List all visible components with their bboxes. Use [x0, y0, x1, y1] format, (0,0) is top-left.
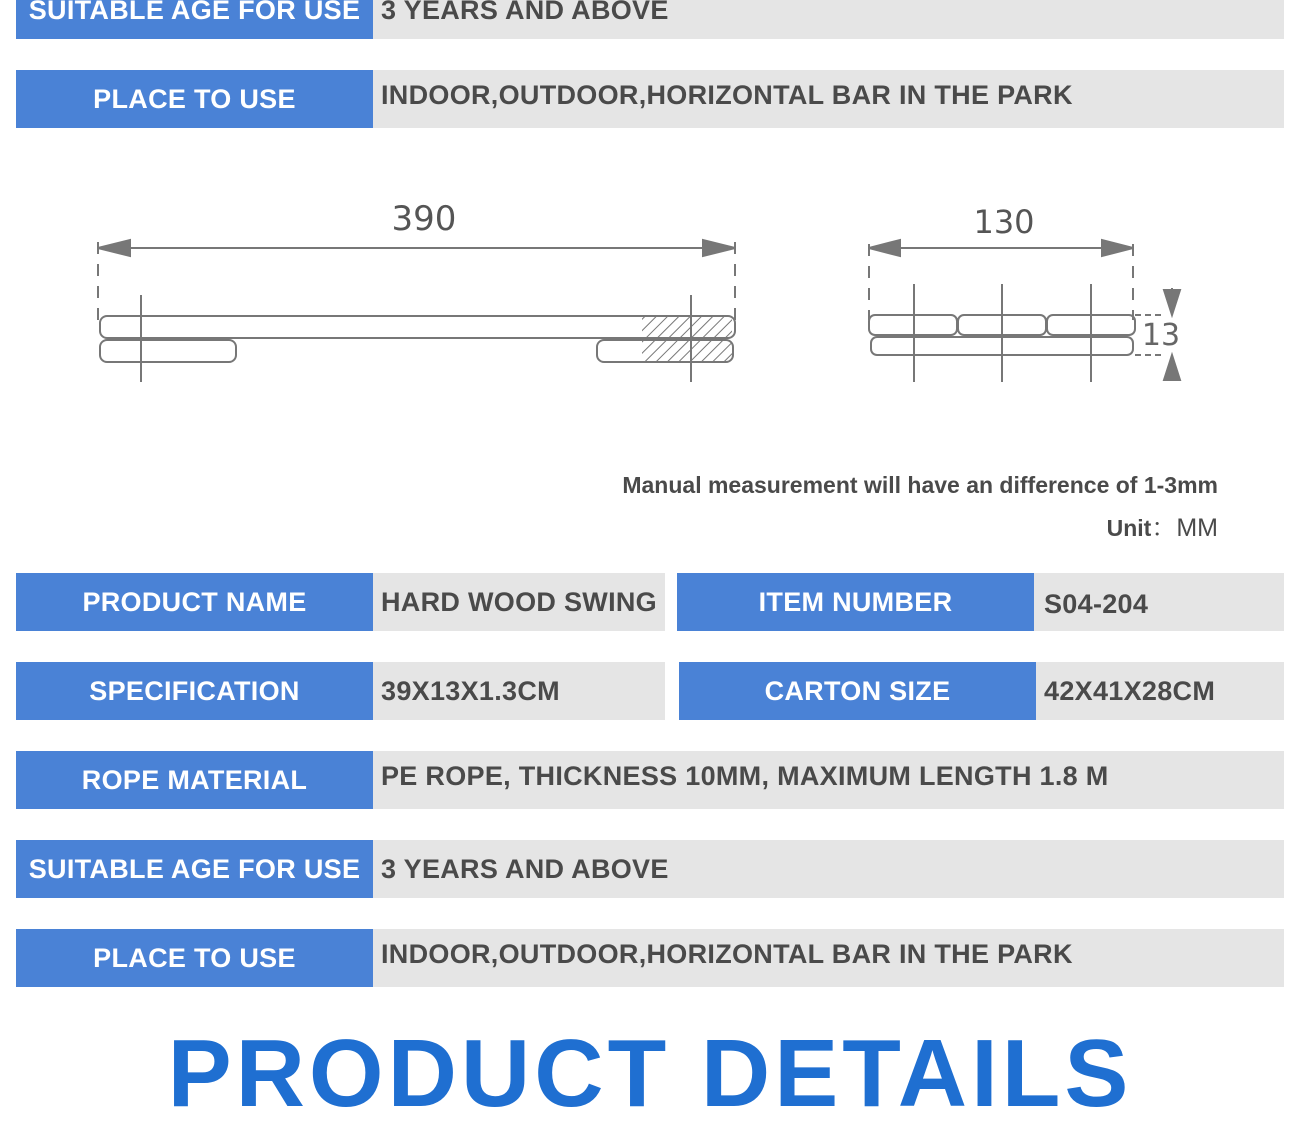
unit-value: MM — [1176, 514, 1218, 542]
spec-value: INDOOR,OUTDOOR,HORIZONTAL BAR IN THE PARK — [373, 929, 1284, 987]
spec-label: SPECIFICATION — [16, 662, 373, 720]
spec-label: CARTON SIZE — [679, 662, 1036, 720]
spec-row-carton-size — [679, 662, 1284, 720]
unit-separator: ： — [1151, 514, 1177, 542]
length-dimension-label: 390 — [391, 199, 457, 239]
dimension-drawing — [0, 180, 1300, 440]
unit-note — [1107, 508, 1218, 544]
spec-row-rope-material — [16, 751, 1284, 809]
spec-value: 42X41X28CM — [1036, 662, 1284, 720]
width-dimension-label: 130 — [973, 203, 1035, 241]
spec-row-specification — [16, 662, 665, 720]
spec-label: PLACE TO USE — [16, 70, 373, 128]
spec-value: 3 YEARS AND ABOVE — [373, 840, 1284, 898]
unit-label: Unit — [1106, 515, 1152, 541]
spec-value: S04-204 — [1034, 573, 1284, 631]
thickness-dimension-label: 13 — [1141, 318, 1181, 353]
spec-value: HARD WOOD SWING — [373, 573, 665, 631]
end-view-drawing — [869, 240, 1180, 382]
spec-row-place-top — [16, 70, 1284, 128]
spec-row-place — [16, 929, 1284, 987]
spec-label: PLACE TO USE — [16, 929, 373, 987]
spec-row-product-name — [16, 573, 665, 631]
section-title: PRODUCT DETAILS — [167, 1020, 1133, 1127]
spec-value: PE ROPE, THICKNESS 10MM, MAXIMUM LENGTH 1.8 M — [373, 751, 1284, 809]
spec-label: PRODUCT NAME — [16, 573, 373, 631]
spec-label: SUITABLE AGE FOR USE — [16, 840, 373, 898]
spec-row-item-number — [677, 573, 1284, 631]
side-view-drawing — [98, 240, 735, 382]
spec-value: INDOOR,OUTDOOR,HORIZONTAL BAR IN THE PARK — [373, 70, 1284, 128]
spec-label: ROPE MATERIAL — [16, 751, 373, 809]
spec-value: 3 YEARS AND ABOVE — [373, 0, 1284, 39]
spec-label: ITEM NUMBER — [677, 573, 1034, 631]
spec-label: SUITABLE AGE FOR USE — [16, 0, 373, 39]
measurement-note: Manual measurement will have an difference of 1-3mm — [622, 472, 1218, 498]
spec-value: 39X13X1.3CM — [373, 662, 665, 720]
spec-row-age — [16, 840, 1284, 898]
spec-row-age-top — [16, 0, 1284, 39]
